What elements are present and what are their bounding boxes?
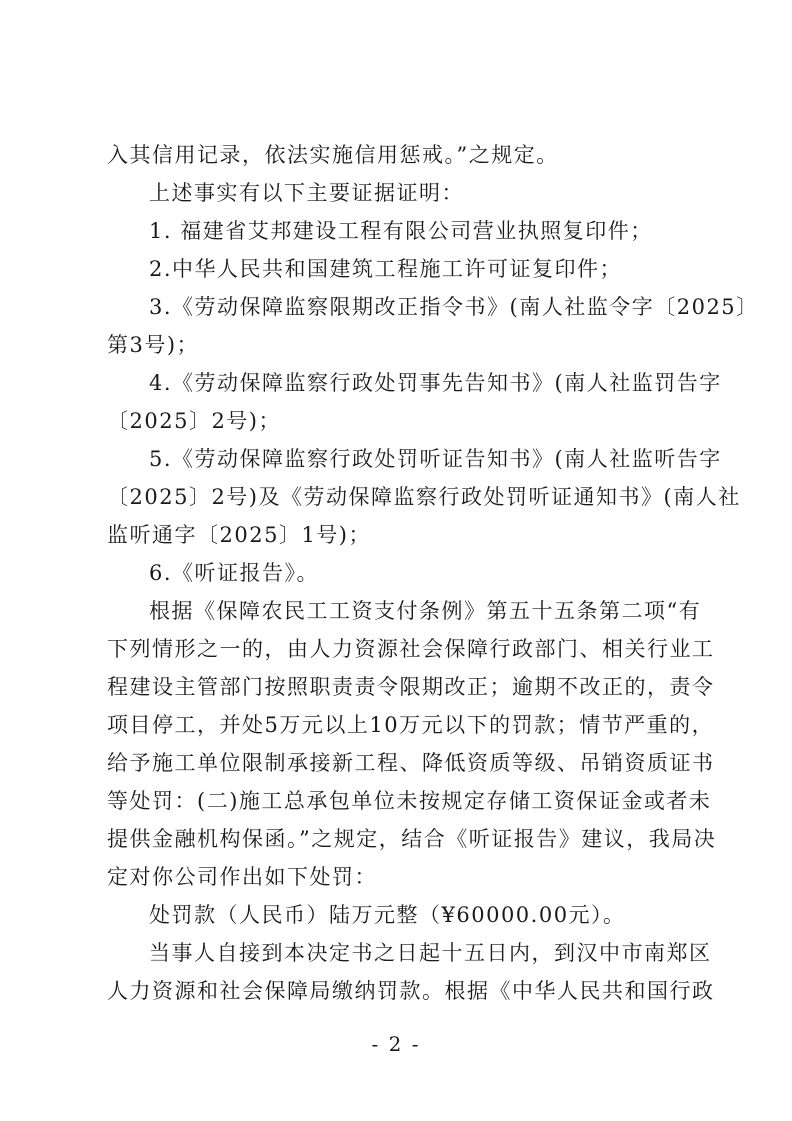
evidence-item-6: 6.《听证报告》。 bbox=[149, 561, 320, 585]
payment-instruction-line: 当事人自接到本决定书之日起十五日内，到汉中市南郑区 bbox=[149, 941, 712, 965]
evidence-item-5: 5.《劳动保障监察行政处罚听证告知书》(南人社监听告字 bbox=[149, 447, 722, 471]
evidence-item-1: 1. 福建省艾邦建设工程有限公司营业执照复印件； bbox=[149, 219, 653, 243]
evidence-item-4-cont: 〔2025〕2号)； bbox=[107, 409, 281, 433]
legal-basis-line: 给予施工单位限制承接新工程、降低资质等级、吊销资质证书 bbox=[107, 751, 715, 775]
legal-basis-line: 根据《保障农民工工资支付条例》第五十五条第二项“有 bbox=[149, 599, 702, 623]
evidence-intro-line: 上述事实有以下主要证据证明： bbox=[149, 181, 464, 205]
evidence-item-5-cont: 〔2025〕2号)及《劳动保障监察行政处罚听证通知书》(南人社 bbox=[107, 485, 741, 509]
evidence-item-2: 2.中华人民共和国建筑工程施工许可证复印件； bbox=[149, 257, 623, 281]
penalty-line: 处罚款（人民币）陆万元整（¥60000.00元）。 bbox=[149, 903, 626, 927]
paragraph-line: 入其信用记录，依法实施信用惩戒。”之规定。 bbox=[107, 143, 559, 167]
page-number: - 2 - bbox=[371, 1032, 421, 1056]
evidence-item-3: 3.《劳动保障监察限期改正指令书》(南人社监令字〔2025〕 bbox=[149, 295, 759, 319]
legal-basis-line: 下列情形之一的，由人力资源社会保障行政部门、相关行业工 bbox=[107, 637, 715, 661]
evidence-item-5-cont: 监听通字〔2025〕1号)； bbox=[107, 523, 371, 547]
evidence-item-4: 4.《劳动保障监察行政处罚事先告知书》(南人社监罚告字 bbox=[149, 371, 722, 395]
legal-basis-line: 程建设主管部门按照职责责令限期改正；逾期不改正的，责令 bbox=[107, 675, 715, 699]
legal-basis-line: 提供金融机构保函。”之规定，结合《听证报告》建议，我局决 bbox=[107, 827, 717, 851]
payment-instruction-line: 人力资源和社会保障局缴纳罚款。根据《中华人民共和国行政 bbox=[107, 979, 715, 1003]
evidence-item-3-cont: 第3号)； bbox=[107, 333, 200, 357]
legal-basis-line: 等处罚：(二)施工总承包单位未按规定存储工资保证金或者未 bbox=[107, 789, 712, 813]
legal-basis-line: 定对你公司作出如下处罚： bbox=[107, 865, 377, 889]
legal-basis-line: 项目停工，并处5万元以上10万元以下的罚款；情节严重的， bbox=[107, 713, 715, 737]
